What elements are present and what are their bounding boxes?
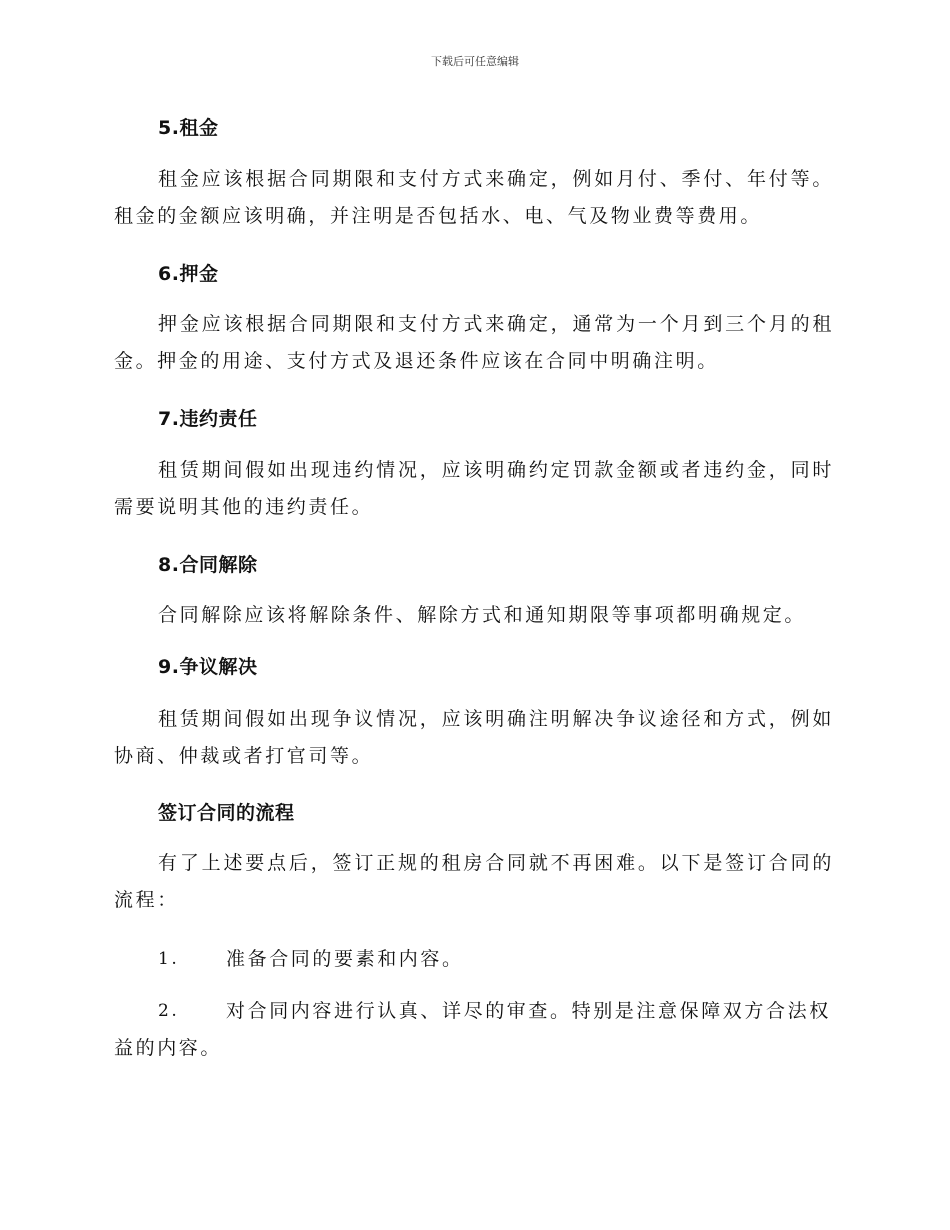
section-paragraph: 租金应该根据合同期限和支付方式来确定，例如月付、季付、年付等。租金的金额应该明确，并注明是否包括水、电、气及物业费等费用。	[114, 168, 834, 227]
section-deposit	[114, 259, 834, 289]
section-rent-body	[114, 161, 834, 235]
section-signing-process	[114, 798, 834, 828]
section-heading: 9.争议解决	[158, 656, 258, 678]
section-breach	[114, 404, 834, 434]
section-heading: 5.租金	[158, 117, 219, 139]
list-item-number: 1.	[158, 949, 180, 969]
section-termination-body	[114, 597, 834, 634]
section-breach-body	[114, 452, 834, 526]
list-item-continuation: 益的内容。	[114, 1037, 223, 1059]
list-item-number: 2.	[158, 1001, 180, 1021]
section-rent	[114, 113, 834, 143]
section-paragraph: 合同解除应该将解除条件、解除方式和通知期限等事项都明确规定。	[158, 604, 807, 626]
page-header: 下载后可任意编辑	[431, 55, 519, 68]
section-heading: 8.合同解除	[158, 554, 258, 576]
section-heading: 6.押金	[158, 263, 219, 285]
section-paragraph: 租赁期间假如出现争议情况，应该明确注明解决争议途径和方式，例如协商、仲裁或者打官司等。	[114, 708, 834, 767]
section-heading: 7.违约责任	[158, 408, 258, 430]
section-dispute-body	[114, 701, 834, 775]
section-paragraph: 押金应该根据合同期限和支付方式来确定，通常为一个月到三个月的租金。押金的用途、支付方式及退还条件应该在合同中明确注明。	[114, 313, 834, 372]
section-paragraph: 有了上述要点后，签订正规的租房合同就不再困难。以下是签订合同的流程：	[114, 852, 834, 911]
section-deposit-body	[114, 306, 834, 380]
list-item	[114, 941, 834, 978]
section-dispute	[114, 652, 834, 682]
section-termination	[114, 550, 834, 580]
section-heading: 签订合同的流程	[158, 802, 295, 824]
section-paragraph: 租赁期间假如出现违约情况，应该明确约定罚款金额或者违约金，同时需要说明其他的违约责任。	[114, 459, 834, 518]
list-item	[114, 993, 834, 1067]
list-item-text: 对合同内容进行认真、详尽的审查。特别是注意保障双方合法权	[226, 1000, 831, 1022]
list-item-text: 准备合同的要素和内容。	[226, 948, 464, 970]
section-signing-process-body	[114, 845, 834, 919]
